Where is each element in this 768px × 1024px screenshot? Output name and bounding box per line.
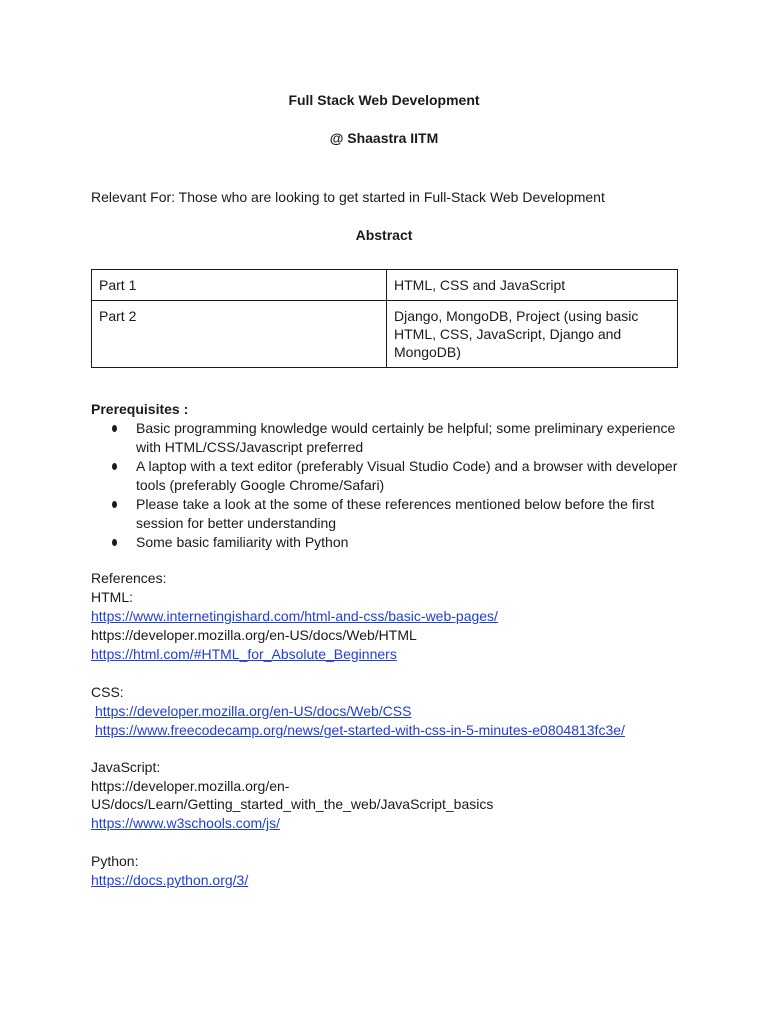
- javascript-reference-link[interactable]: https://www.w3schools.com/js/: [91, 815, 281, 831]
- list-item-text: Please take a look at the some of these references mentioned below before the first session for better understanding: [136, 496, 655, 531]
- python-label: Python:: [91, 853, 139, 869]
- document-subtitle: @ Shaastra IITM: [329, 130, 439, 146]
- table-row: [92, 270, 678, 301]
- css-reference-link-2[interactable]: https://www.freecodecamp.org/news/get-started-with-css-in-5-minutes-e0804813fc3e/: [95, 722, 625, 738]
- python-reference-link[interactable]: https://docs.python.org/3/: [91, 872, 249, 888]
- bullet-icon: [112, 463, 117, 470]
- bullet-icon: [112, 425, 117, 432]
- css-reference-link-1[interactable]: https://developer.mozilla.org/en-US/docs/Web/CSS: [95, 703, 412, 719]
- list-item: [108, 533, 688, 552]
- html-reference-link-1[interactable]: https://www.internetingishard.com/html-and-css/basic-web-pages/: [91, 608, 498, 624]
- list-item-text: A laptop with a text editor (preferably Visual Studio Code) and a browser with developer tools (preferably Google Chrome/Safari): [136, 458, 678, 493]
- list-item-text: Basic programming knowledge would certainly be helpful; some preliminary experience with HTML/CSS/Javascript preferred: [136, 420, 676, 455]
- table-cell-part: Part 1: [92, 270, 387, 301]
- document-title: Full Stack Web Development: [288, 92, 480, 108]
- html-label: HTML:: [91, 589, 133, 605]
- prerequisites-heading: Prerequisites :: [91, 401, 189, 417]
- references-heading: References:: [91, 570, 167, 586]
- javascript-reference-text-line-2: US/docs/Learn/Getting_started_with_the_web/JavaScript_basics: [91, 796, 494, 812]
- html-reference-link-2[interactable]: https://html.com/#HTML_for_Absolute_Beginners: [91, 646, 397, 662]
- table-cell-content: Django, MongoDB, Project (using basic HTML, CSS, JavaScript, Django and MongoDB): [387, 301, 678, 368]
- bullet-icon: [112, 501, 117, 508]
- bullet-icon: [112, 539, 117, 546]
- html-reference-text: https://developer.mozilla.org/en-US/docs/Web/HTML: [91, 627, 417, 643]
- javascript-reference-text-line-1: https://developer.mozilla.org/en-: [91, 778, 290, 794]
- javascript-label: JavaScript:: [91, 759, 161, 775]
- list-item-text: Some basic familiarity with Python: [136, 534, 349, 550]
- relevant-for-text: Relevant For: Those who are looking to get started in Full-Stack Web Development: [91, 189, 605, 205]
- table-cell-content: HTML, CSS and JavaScript: [387, 270, 678, 301]
- table-row: [92, 301, 678, 368]
- list-item: [108, 419, 688, 457]
- prerequisites-list: [108, 419, 688, 552]
- abstract-table: [91, 269, 678, 368]
- list-item: [108, 457, 688, 495]
- list-item: [108, 495, 688, 533]
- abstract-heading: Abstract: [355, 227, 413, 243]
- table-cell-part: Part 2: [92, 301, 387, 368]
- css-label: CSS:: [91, 684, 124, 700]
